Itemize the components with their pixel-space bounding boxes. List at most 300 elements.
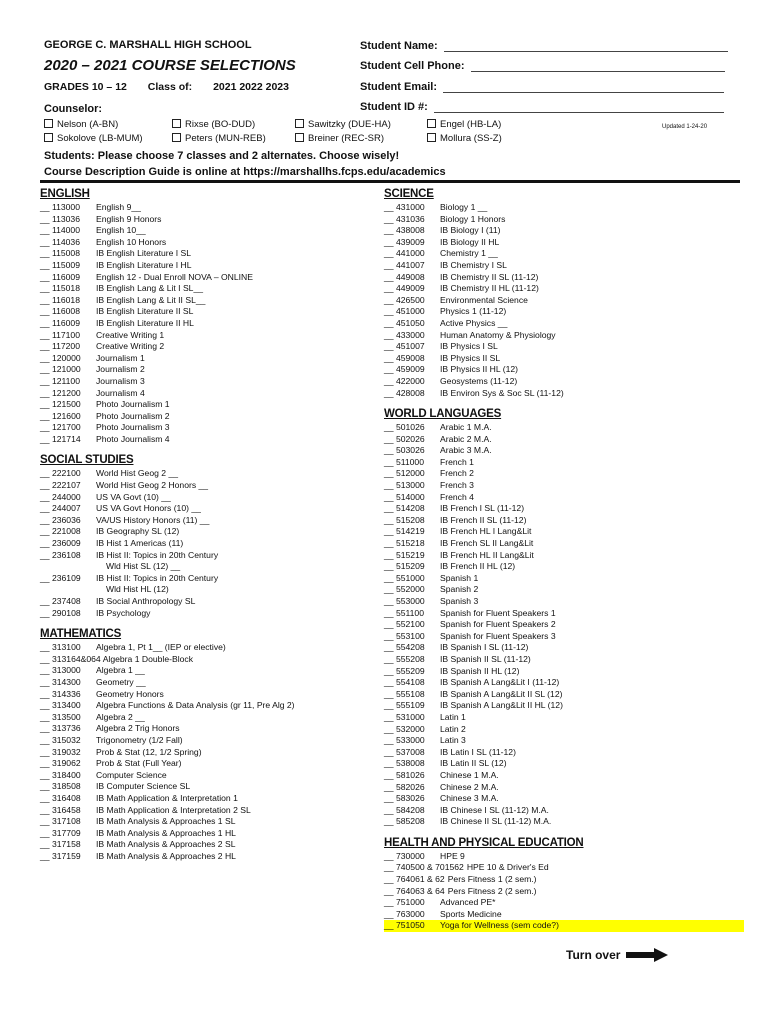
- course-name: Creative Writing 2: [96, 341, 165, 352]
- checkbox-icon[interactable]: [427, 119, 436, 128]
- course-name: Spanish for Fluent Speakers 3: [440, 630, 556, 641]
- updated-date: Updated 1-24-20: [662, 124, 708, 130]
- course-code: __ 514208: [384, 503, 425, 514]
- course-name: IB Math Analysis & Approaches 2 HL: [96, 850, 236, 861]
- course-code: __ 316458: [40, 804, 81, 815]
- course-row[interactable]: [40, 747, 370, 759]
- course-row[interactable]: [40, 341, 370, 353]
- course-code: __ 115009: [40, 259, 80, 270]
- course-code: __ 422000: [384, 375, 425, 386]
- course-row[interactable]: [384, 631, 744, 643]
- course-name: Photo Journalism 3: [96, 422, 170, 433]
- course-name: IB Math Analysis & Approaches 1 SL: [96, 816, 236, 827]
- course-row[interactable]: [384, 874, 744, 886]
- course-row[interactable]: [384, 608, 744, 620]
- course-name: Arabic 3 M.A.: [440, 445, 492, 456]
- section-title: MATHEMATICS: [40, 628, 122, 641]
- course-row[interactable]: [384, 515, 744, 527]
- course-name: Algebra 1 Double-Block: [102, 653, 193, 664]
- course-name: Geometry __: [96, 676, 146, 687]
- course-row[interactable]: [384, 666, 744, 678]
- course-row[interactable]: [384, 805, 744, 817]
- course-code: __ 236036: [40, 514, 81, 525]
- instructions: [44, 148, 446, 180]
- course-row[interactable]: [40, 839, 370, 851]
- course-row[interactable]: [384, 561, 744, 573]
- course-row[interactable]: [40, 272, 370, 284]
- course-row[interactable]: [40, 330, 370, 342]
- course-name: IB Hist II: Topics in 20th Century: [96, 572, 219, 583]
- course-code: __ 244000: [40, 491, 81, 502]
- course-code: __ 121000: [40, 364, 81, 375]
- course-name: World Hist Geog 2 Honors __: [96, 480, 209, 491]
- course-row[interactable]: [384, 445, 744, 457]
- course-row[interactable]: [384, 318, 744, 330]
- course-row[interactable]: [384, 909, 744, 921]
- course-row[interactable]: [384, 596, 744, 608]
- student-cell-row: [360, 52, 728, 73]
- course-row[interactable]: [384, 468, 744, 480]
- course-code: __ 582026: [384, 781, 425, 792]
- course-row[interactable]: [40, 422, 370, 434]
- course-row[interactable]: [384, 677, 744, 689]
- course-row[interactable]: [384, 747, 744, 759]
- course-row[interactable]: [40, 550, 370, 562]
- course-row[interactable]: [384, 503, 744, 515]
- course-list: [384, 422, 744, 828]
- course-code: __ 514000: [384, 491, 425, 502]
- course-code: __ 764063 & 64: [384, 885, 445, 896]
- student-email-label: Student Email:: [360, 80, 438, 93]
- course-code: __ 221008: [40, 526, 81, 537]
- course-row[interactable]: [384, 364, 744, 376]
- course-name: IB Spanish II SL (11-12): [440, 653, 531, 664]
- course-row[interactable]: [40, 260, 370, 272]
- course-code: __ 121700: [40, 422, 81, 433]
- course-row[interactable]: [40, 388, 370, 400]
- course-code: __ 114036: [40, 236, 80, 247]
- course-name: Journalism 1: [96, 352, 145, 363]
- student-name-field[interactable]: [444, 42, 728, 52]
- course-name: IB English Literature I HL: [96, 259, 192, 270]
- course-row[interactable]: [40, 654, 370, 666]
- course-row[interactable]: [384, 283, 744, 295]
- course-row[interactable]: [384, 584, 744, 596]
- section-gap: [40, 619, 370, 628]
- grades-line: [44, 81, 307, 93]
- course-row[interactable]: [384, 237, 744, 249]
- course-row[interactable]: [384, 214, 744, 226]
- course-name: Physics 1 (11-12): [440, 306, 507, 317]
- course-name: IB Math Application & Interpretation 2 SL: [96, 804, 251, 815]
- course-name: IB Spanish II HL (12): [440, 665, 520, 676]
- instruction-guide-link[interactable]: Course Description Guide is online at https://marshallhs.fcps.edu/academics: [44, 166, 446, 178]
- course-code: __ 553100: [384, 630, 425, 641]
- course-list: [40, 642, 370, 862]
- course-row[interactable]: [40, 237, 370, 249]
- student-name-label: Student Name:: [360, 39, 438, 52]
- course-row[interactable]: [384, 619, 744, 631]
- course-code: __ 740500 & 701562: [384, 862, 464, 873]
- counselor-option[interactable]: Peters (MUN-REB): [172, 133, 266, 144]
- course-row[interactable]: [40, 306, 370, 318]
- course-list: [384, 202, 744, 399]
- course-code: __ 116009: [40, 271, 80, 282]
- course-row[interactable]: [40, 526, 370, 538]
- course-name: IB Latin II SL (12): [440, 758, 507, 769]
- course-list: [384, 851, 744, 932]
- course-row[interactable]: [384, 793, 744, 805]
- course-code: __ 114000: [40, 225, 80, 236]
- course-name: Latin 3: [440, 735, 466, 746]
- course-code: __ 515218: [384, 538, 425, 549]
- checkbox-icon[interactable]: [172, 119, 181, 128]
- course-code: __ 554208: [384, 642, 425, 653]
- course-row[interactable]: [40, 561, 370, 573]
- course-name: IB Physics I SL: [440, 341, 498, 352]
- course-row[interactable]: [40, 318, 370, 330]
- course-code: __ 117100: [40, 329, 80, 340]
- course-name: Arabic 1 M.A.: [440, 422, 492, 433]
- course-row[interactable]: [40, 202, 370, 214]
- course-row[interactable]: [40, 376, 370, 388]
- course-code: __ 514219: [384, 526, 425, 537]
- course-code: __ 538008: [384, 758, 425, 769]
- course-name: IB Computer Science SL: [96, 781, 191, 792]
- course-row[interactable]: [384, 480, 744, 492]
- section-title: SOCIAL STUDIES: [40, 454, 134, 467]
- course-code: __ 511000: [384, 456, 424, 467]
- course-row[interactable]: [384, 782, 744, 794]
- course-row[interactable]: [384, 492, 744, 504]
- course-row[interactable]: [40, 225, 370, 237]
- course-code: __ 551100: [384, 607, 424, 618]
- left-column: [40, 188, 370, 862]
- student-email-row: [360, 72, 728, 93]
- course-name: Latin 1: [440, 711, 466, 722]
- course-row[interactable]: [384, 376, 744, 388]
- course-name: Algebra 1, Pt 1__ (IEP or elective): [96, 642, 226, 653]
- course-name: Algebra 1 __: [96, 665, 145, 676]
- course-code: __ 512000: [384, 468, 425, 479]
- course-row[interactable]: [384, 306, 744, 318]
- course-name: IB Spanish A Lang&Lit II SL (12): [440, 688, 563, 699]
- course-row[interactable]: [384, 897, 744, 909]
- course-row[interactable]: [384, 422, 744, 434]
- counselor-option[interactable]: Sokolove (LB-MUM): [44, 133, 143, 144]
- class-of-label: Class of:: [147, 81, 193, 93]
- course-row[interactable]: [384, 353, 744, 365]
- course-code: __ 121100: [40, 375, 80, 386]
- course-row[interactable]: [40, 353, 370, 365]
- course-row[interactable]: [384, 341, 744, 353]
- course-row[interactable]: [40, 712, 370, 724]
- course-row[interactable]: [40, 781, 370, 793]
- arrow-right-icon: [626, 948, 668, 962]
- course-code: __ 459009: [384, 364, 425, 375]
- student-cell-label: Student Cell Phone:: [360, 60, 465, 72]
- course-code: __ 555109: [384, 700, 425, 711]
- course-name: Chemistry 1 __: [440, 248, 498, 259]
- course-row[interactable]: [384, 816, 744, 828]
- course-code: __ 115008: [40, 248, 80, 259]
- course-code: __ 433000: [384, 329, 425, 340]
- course-row[interactable]: [40, 538, 370, 550]
- course-code: __ 317158: [40, 839, 81, 850]
- course-code: __ 318400: [40, 769, 81, 780]
- course-row[interactable]: [384, 886, 744, 898]
- checkbox-icon[interactable]: [295, 133, 304, 142]
- course-row[interactable]: [384, 758, 744, 770]
- turn-over-note: [566, 948, 668, 962]
- course-row[interactable]: [40, 515, 370, 527]
- course-name: Biology 1 __: [440, 202, 488, 212]
- course-code: __ 431036: [384, 213, 425, 224]
- course-code: __ 441007: [384, 259, 425, 270]
- course-name: Trigonometry (1/2 Fall): [96, 734, 183, 745]
- course-row[interactable]: [384, 573, 744, 585]
- course-name: IB English Lang & Lit I SL__: [96, 283, 204, 294]
- course-code: __ 553000: [384, 596, 425, 606]
- course-name: IB French II SL (11-12): [440, 514, 527, 525]
- checkbox-icon[interactable]: [172, 133, 181, 142]
- course-name: HPE 10 & Driver's Ed: [466, 862, 549, 873]
- course-row[interactable]: [384, 248, 744, 260]
- course-code: __ 222100: [40, 468, 81, 479]
- course-name: Active Physics __: [440, 317, 508, 328]
- course-list: [40, 468, 370, 619]
- section-title: HEALTH AND PHYSICAL EDUCATION: [384, 836, 584, 849]
- course-row[interactable]: [384, 330, 744, 342]
- course-name: IB Social Anthropology SL: [96, 596, 196, 606]
- course-code: __ 502026: [384, 433, 425, 444]
- course-name: French 4: [440, 491, 474, 502]
- course-row[interactable]: [40, 851, 370, 863]
- course-code: __ 113000: [40, 202, 80, 212]
- section-gap: [384, 399, 744, 408]
- course-row[interactable]: [384, 712, 744, 724]
- course-code: __ 116008: [40, 306, 80, 317]
- course-code: __ 751000: [384, 897, 425, 908]
- course-code: __ 428008: [384, 387, 425, 398]
- course-code: __ 537008: [384, 746, 425, 757]
- course-row[interactable]: [40, 642, 370, 654]
- counselor-option[interactable]: Engel (HB-LA): [427, 119, 501, 130]
- course-name: Latin 2: [440, 723, 466, 734]
- course-code: __ 554108: [384, 677, 425, 688]
- course-code: __ 584208: [384, 804, 425, 815]
- course-name: Pers Fitness 2 (2 sem.): [447, 885, 537, 896]
- course-code: __ 730000: [384, 850, 425, 861]
- course-name: Creative Writing 1: [96, 329, 165, 340]
- course-row[interactable]: [40, 399, 370, 411]
- course-code: __ 313736: [40, 723, 81, 734]
- course-name: IB Chemistry II SL (11-12): [440, 271, 539, 282]
- counselor-option[interactable]: Mollura (SS-Z): [427, 133, 502, 144]
- course-name: Chinese 1 M.A.: [440, 769, 499, 780]
- checkbox-icon[interactable]: [295, 119, 304, 128]
- course-name: French 3: [440, 480, 474, 491]
- section-science: [384, 188, 744, 399]
- course-name: Prob & Stat (Full Year): [96, 758, 182, 769]
- course-name: Geometry Honors: [96, 688, 164, 699]
- student-email-field[interactable]: [443, 83, 724, 93]
- course-code: [40, 561, 96, 573]
- course-row[interactable]: [40, 770, 370, 782]
- course-code: __ 222107: [40, 480, 81, 491]
- course-row[interactable]: [384, 295, 744, 307]
- course-row[interactable]: [40, 805, 370, 817]
- course-name: HPE 9: [440, 850, 465, 861]
- course-row[interactable]: [40, 758, 370, 770]
- course-name: Biology 1 Honors: [440, 213, 506, 224]
- course-row[interactable]: [40, 411, 370, 423]
- course-name: Spanish for Fluent Speakers 1: [440, 607, 556, 618]
- course-name: Human Anatomy & Physiology: [440, 329, 556, 340]
- checkbox-icon[interactable]: [44, 133, 53, 142]
- course-row[interactable]: [384, 526, 744, 538]
- course-row[interactable]: [384, 654, 744, 666]
- course-name: IB French HL I Lang&Lit: [440, 526, 532, 537]
- course-name: IB English Literature II HL: [96, 317, 194, 328]
- course-name: Algebra 2 Trig Honors: [96, 723, 180, 734]
- course-row[interactable]: [384, 862, 744, 874]
- section-mathematics: [40, 628, 370, 862]
- header-divider: [40, 180, 740, 183]
- course-code: __ 316408: [40, 792, 81, 803]
- course-row[interactable]: [384, 700, 744, 712]
- course-code: __ 290108: [40, 607, 81, 618]
- course-name: IB Biology II HL: [440, 236, 500, 247]
- course-code: __ 583026: [384, 793, 425, 804]
- course-row[interactable]: [384, 642, 744, 654]
- course-row[interactable]: [384, 689, 744, 701]
- course-row[interactable]: [384, 260, 744, 272]
- counselor-option[interactable]: Rixse (BO-DUD): [172, 119, 255, 130]
- course-name: Wld Hist HL (12): [106, 584, 169, 595]
- course-row[interactable]: [40, 735, 370, 747]
- course-row[interactable]: [40, 608, 370, 620]
- grades-label: GRADES 10 – 12: [44, 81, 127, 93]
- course-row[interactable]: [40, 573, 370, 585]
- course-row[interactable]: [384, 724, 744, 736]
- course-row[interactable]: [384, 770, 744, 782]
- course-code: __ 441000: [384, 248, 425, 259]
- course-row[interactable]: [40, 480, 370, 492]
- course-name: Spanish for Fluent Speakers 2: [440, 619, 556, 630]
- checkbox-icon[interactable]: [427, 133, 436, 142]
- course-code: __ 317159: [40, 850, 81, 861]
- course-name: IB Geography SL (12): [96, 526, 180, 537]
- course-name: Advanced PE*: [440, 897, 496, 908]
- course-row[interactable]: [40, 700, 370, 712]
- course-code: __ 555108: [384, 688, 425, 699]
- course-code: __ 451000: [384, 306, 425, 317]
- course-name: Journalism 3: [96, 375, 145, 386]
- course-row[interactable]: [384, 388, 744, 400]
- course-row[interactable]: [384, 225, 744, 237]
- course-row[interactable]: [384, 457, 744, 469]
- course-row[interactable]: [40, 468, 370, 480]
- course-name: IB Environ Sys & Soc SL (11-12): [440, 387, 564, 398]
- checkbox-icon[interactable]: [44, 119, 53, 128]
- course-row[interactable]: [40, 503, 370, 515]
- course-row[interactable]: [40, 364, 370, 376]
- counselor-option[interactable]: Breiner (REC-SR): [295, 133, 384, 144]
- course-name: Spanish 3: [440, 596, 479, 606]
- student-id-field[interactable]: [434, 103, 724, 113]
- course-row[interactable]: [40, 492, 370, 504]
- section-title: SCIENCE: [384, 188, 434, 200]
- course-row[interactable]: [40, 283, 370, 295]
- student-cell-field[interactable]: [471, 62, 725, 72]
- course-row[interactable]: [384, 550, 744, 562]
- course-code: __ 503026: [384, 445, 425, 456]
- counselor-option[interactable]: Nelson (A-BN): [44, 119, 118, 130]
- course-row[interactable]: [40, 793, 370, 805]
- course-row[interactable]: [40, 214, 370, 226]
- course-row[interactable]: [40, 665, 370, 677]
- course-code: __ 236109: [40, 572, 81, 583]
- course-name: IB English Literature I SL: [96, 248, 192, 259]
- course-row[interactable]: [40, 828, 370, 840]
- course-row[interactable]: [384, 920, 744, 932]
- course-name: IB Latin I SL (11-12): [440, 746, 516, 757]
- course-name: IB Math Analysis & Approaches 1 HL: [96, 827, 236, 838]
- counselor-option[interactable]: Sawitzky (DUE-HA): [295, 119, 391, 130]
- course-row[interactable]: [40, 816, 370, 828]
- course-name: Spanish 1: [440, 572, 479, 583]
- course-code: __ 451050: [384, 317, 425, 328]
- course-code: __ 113036: [40, 213, 80, 224]
- course-name: English 10 Honors: [96, 236, 167, 247]
- course-name: IB Biology I (11): [440, 225, 501, 236]
- course-row[interactable]: [384, 202, 744, 214]
- student-name-row: [360, 31, 728, 52]
- course-row[interactable]: [40, 596, 370, 608]
- course-name: World Hist Geog 2 __: [96, 468, 178, 479]
- course-name: English 9 Honors: [96, 213, 162, 224]
- course-code: __ 438008: [384, 225, 425, 236]
- course-row[interactable]: [384, 538, 744, 550]
- course-row[interactable]: [40, 584, 370, 596]
- course-row[interactable]: [384, 434, 744, 446]
- course-name: Computer Science: [96, 769, 167, 780]
- course-name: IB Hist 1 Americas (11): [96, 538, 184, 549]
- course-name: IB Psychology: [96, 607, 151, 618]
- course-row[interactable]: [40, 248, 370, 260]
- course-row[interactable]: [384, 735, 744, 747]
- course-code: __ 533000: [384, 735, 425, 746]
- course-code: __ 449009: [384, 283, 425, 294]
- course-code: __ 426500: [384, 294, 425, 305]
- course-row[interactable]: [40, 295, 370, 307]
- course-row[interactable]: [40, 689, 370, 701]
- course-row[interactable]: [384, 272, 744, 284]
- course-row[interactable]: [40, 677, 370, 689]
- course-name: Yoga for Wellness (sem code?): [440, 920, 559, 931]
- course-row[interactable]: [40, 434, 370, 446]
- course-code: __ 121600: [40, 410, 81, 421]
- course-code: __ 501026: [384, 422, 425, 433]
- course-row[interactable]: [384, 851, 744, 863]
- course-row[interactable]: [40, 723, 370, 735]
- turn-over-label: Turn over: [566, 948, 621, 962]
- course-name: Journalism 4: [96, 387, 145, 398]
- class-years: 2021 2022 2023: [213, 81, 289, 93]
- course-code: __ 515219: [384, 549, 425, 560]
- course-name: IB Chemistry I SL: [440, 259, 507, 270]
